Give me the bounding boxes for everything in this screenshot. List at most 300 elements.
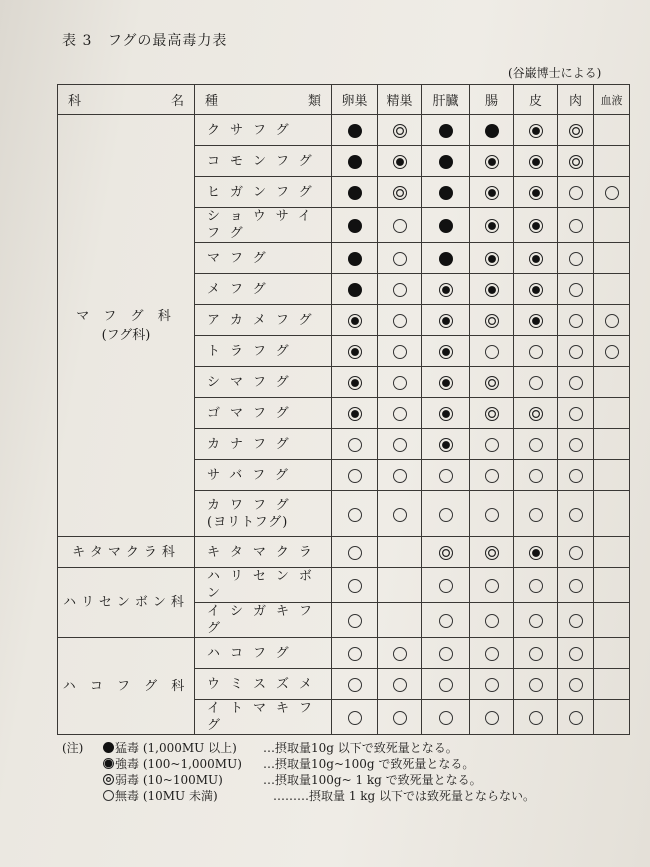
toxicity-cell	[514, 208, 558, 243]
toxicity-cell	[594, 177, 630, 208]
toxicity-cell	[558, 115, 594, 146]
open-circle-icon	[569, 438, 583, 452]
open-circle-icon	[569, 469, 583, 483]
toxicity-cell	[594, 115, 630, 146]
species-cell	[195, 491, 332, 537]
species-name: ゴマフグ	[207, 405, 299, 421]
legend-note: (注)	[62, 741, 84, 755]
dotted-circle-icon	[529, 252, 543, 266]
open-circle-icon	[569, 614, 583, 628]
table-row	[58, 638, 630, 669]
species-cell	[195, 669, 332, 700]
open-circle-icon	[605, 345, 619, 359]
family-name: キタマクラ科	[72, 544, 180, 560]
open-circle-icon	[529, 508, 543, 522]
toxicity-cell	[332, 398, 378, 429]
open-circle-icon	[569, 407, 583, 421]
open-circle-icon	[485, 711, 499, 725]
toxicity-cell	[378, 429, 422, 460]
toxicity-cell	[378, 177, 422, 208]
double-circle-icon	[485, 314, 499, 328]
toxicity-cell	[470, 460, 514, 491]
toxicity-cell	[514, 115, 558, 146]
toxicity-cell	[422, 669, 470, 700]
filled-circle-icon	[439, 219, 453, 233]
toxicity-cell	[332, 367, 378, 398]
toxicity-cell	[378, 115, 422, 146]
family-cell	[58, 638, 195, 735]
toxicity-cell	[378, 669, 422, 700]
toxicity-table	[57, 84, 630, 735]
toxicity-cell	[470, 491, 514, 537]
open-circle-icon	[569, 314, 583, 328]
toxicity-cell	[378, 638, 422, 669]
dotted-circle-icon	[485, 186, 499, 200]
double-circle-icon	[485, 376, 499, 390]
toxicity-cell	[558, 429, 594, 460]
open-circle-icon	[529, 647, 543, 661]
dotted-circle-icon	[393, 155, 407, 169]
table-number: 表 3	[62, 33, 93, 49]
open-circle-icon	[393, 219, 407, 233]
open-circle-icon	[393, 314, 407, 328]
dotted-circle-icon	[529, 283, 543, 297]
toxicity-cell	[470, 669, 514, 700]
header-row	[58, 85, 630, 115]
open-circle-icon	[485, 438, 499, 452]
open-circle-icon	[569, 647, 583, 661]
open-circle-icon	[439, 711, 453, 725]
toxicity-cell	[558, 208, 594, 243]
toxicity-cell	[514, 537, 558, 568]
toxicity-cell	[332, 336, 378, 367]
toxicity-cell	[514, 305, 558, 336]
toxicity-cell	[514, 700, 558, 735]
open-circle-icon	[393, 647, 407, 661]
open-circle-icon	[485, 579, 499, 593]
toxicity-cell	[332, 603, 378, 638]
header-species	[195, 85, 332, 115]
toxicity-cell	[558, 700, 594, 735]
open-circle-icon	[348, 711, 362, 725]
filled-circle-icon	[103, 742, 114, 753]
open-circle-icon	[569, 579, 583, 593]
toxicity-cell	[332, 243, 378, 274]
header-intestine: 腸	[470, 85, 514, 115]
toxicity-cell	[422, 274, 470, 305]
toxicity-cell	[514, 146, 558, 177]
open-circle-icon	[569, 508, 583, 522]
table-row	[58, 115, 630, 146]
toxicity-cell	[332, 460, 378, 491]
toxicity-cell	[470, 398, 514, 429]
double-circle-icon	[393, 186, 407, 200]
toxicity-cell	[470, 243, 514, 274]
toxicity-cell	[470, 208, 514, 243]
open-circle-icon	[393, 438, 407, 452]
open-circle-icon	[393, 711, 407, 725]
header-muscle: 肉	[558, 85, 594, 115]
toxicity-cell	[470, 305, 514, 336]
open-circle-icon	[529, 711, 543, 725]
open-circle-icon	[393, 407, 407, 421]
header-species-char-1: 種	[205, 94, 219, 109]
toxicity-cell	[332, 177, 378, 208]
dotted-circle-icon	[439, 314, 453, 328]
toxicity-cell	[594, 603, 630, 638]
toxicity-cell	[422, 429, 470, 460]
toxicity-cell	[470, 367, 514, 398]
family-cell	[58, 568, 195, 638]
toxicity-cell	[558, 568, 594, 603]
legend-description: ………摂取量 1 kg 以下では致死量とならない。	[273, 789, 536, 803]
table-body	[58, 115, 630, 735]
filled-circle-icon	[348, 124, 362, 138]
toxicity-cell	[470, 274, 514, 305]
toxicity-cell	[558, 336, 594, 367]
dotted-circle-icon	[529, 186, 543, 200]
open-circle-icon	[348, 508, 362, 522]
toxicity-cell	[378, 243, 422, 274]
dotted-circle-icon	[529, 546, 543, 560]
species-name: シマフグ	[207, 374, 299, 390]
toxicity-cell	[378, 537, 422, 568]
toxicity-cell	[378, 460, 422, 491]
toxicity-cell	[514, 603, 558, 638]
header-ovary: 卵巣	[332, 85, 378, 115]
toxicity-cell	[594, 568, 630, 603]
legend-label: 弱毒 (10~100MU)	[115, 773, 223, 787]
species-cell	[195, 638, 332, 669]
species-name: クサフグ	[207, 122, 299, 138]
toxicity-cell	[332, 305, 378, 336]
toxicity-cell	[378, 367, 422, 398]
toxicity-cell	[422, 208, 470, 243]
open-circle-icon	[439, 508, 453, 522]
toxicity-cell	[594, 638, 630, 669]
toxicity-cell	[332, 638, 378, 669]
toxicity-cell	[422, 568, 470, 603]
toxicity-cell	[332, 568, 378, 603]
toxicity-cell	[514, 274, 558, 305]
family-name: ハリセンボン科	[63, 595, 189, 610]
toxicity-cell	[332, 274, 378, 305]
toxicity-cell	[422, 398, 470, 429]
toxicity-cell	[470, 568, 514, 603]
filled-circle-icon	[439, 186, 453, 200]
dotted-circle-icon	[485, 252, 499, 266]
toxicity-cell	[470, 115, 514, 146]
double-circle-icon	[485, 546, 499, 560]
toxicity-cell	[332, 669, 378, 700]
species-name: メフグ	[207, 281, 276, 297]
double-circle-icon	[569, 155, 583, 169]
open-circle-icon	[569, 219, 583, 233]
double-circle-icon	[393, 124, 407, 138]
species-cell	[195, 367, 332, 398]
dotted-circle-icon	[485, 283, 499, 297]
species-cell	[195, 537, 332, 568]
species-cell	[195, 460, 332, 491]
open-circle-icon	[393, 678, 407, 692]
toxicity-cell	[594, 700, 630, 735]
double-circle-icon	[103, 774, 114, 785]
open-circle-icon	[569, 678, 583, 692]
header-species-char-2: 類	[307, 94, 321, 109]
toxicity-cell	[558, 367, 594, 398]
toxicity-cell	[558, 460, 594, 491]
open-circle-icon	[529, 579, 543, 593]
dotted-circle-icon	[439, 438, 453, 452]
toxicity-cell	[558, 491, 594, 537]
toxicity-cell	[594, 367, 630, 398]
source-credit: (谷巌博士による)	[508, 66, 602, 80]
toxicity-cell	[378, 305, 422, 336]
toxicity-cell	[594, 669, 630, 700]
header-family-char-1: 科	[68, 94, 82, 109]
toxicity-cell	[594, 398, 630, 429]
species-cell	[195, 208, 332, 243]
toxicity-cell	[558, 537, 594, 568]
species-cell	[195, 305, 332, 336]
legend-item-weak	[103, 772, 482, 788]
toxicity-cell	[422, 537, 470, 568]
toxicity-cell	[558, 669, 594, 700]
species-cell	[195, 274, 332, 305]
dotted-circle-icon	[439, 283, 453, 297]
toxicity-cell	[470, 429, 514, 460]
open-circle-icon	[348, 647, 362, 661]
toxicity-cell	[594, 274, 630, 305]
species-cell	[195, 243, 332, 274]
toxicity-cell	[558, 243, 594, 274]
dotted-circle-icon	[485, 155, 499, 169]
double-circle-icon	[529, 407, 543, 421]
toxicity-cell	[422, 638, 470, 669]
species-name: イシガキフグ	[207, 604, 323, 636]
open-circle-icon	[439, 678, 453, 692]
open-circle-icon	[485, 678, 499, 692]
dotted-circle-icon	[529, 155, 543, 169]
legend-description: …摂取量100g~ 1 kg で致死量となる。	[263, 773, 482, 787]
species-cell	[195, 568, 332, 603]
toxicity-cell	[514, 568, 558, 603]
toxicity-cell	[558, 638, 594, 669]
open-circle-icon	[393, 252, 407, 266]
toxicity-cell	[558, 146, 594, 177]
species-cell	[195, 146, 332, 177]
open-circle-icon	[569, 186, 583, 200]
toxicity-cell	[594, 208, 630, 243]
open-circle-icon	[439, 647, 453, 661]
toxicity-cell	[422, 177, 470, 208]
toxicity-cell	[332, 208, 378, 243]
table-row	[58, 568, 630, 603]
open-circle-icon	[569, 283, 583, 297]
open-circle-icon	[439, 614, 453, 628]
species-name: ウミスズメ	[207, 676, 323, 692]
toxicity-cell	[470, 638, 514, 669]
dotted-circle-icon	[348, 376, 362, 390]
toxicity-cell	[422, 700, 470, 735]
filled-circle-icon	[439, 252, 453, 266]
double-circle-icon	[485, 407, 499, 421]
legend-label: 無毒 (10MU 未満)	[115, 789, 218, 803]
species-name: キタマクラ	[207, 544, 322, 560]
dotted-circle-icon	[485, 219, 499, 233]
toxicity-cell	[594, 243, 630, 274]
table-row	[58, 537, 630, 568]
open-circle-icon	[103, 790, 114, 801]
toxicity-cell	[558, 398, 594, 429]
filled-circle-icon	[348, 186, 362, 200]
dotted-circle-icon	[529, 124, 543, 138]
toxicity-cell	[422, 336, 470, 367]
dotted-circle-icon	[529, 219, 543, 233]
toxicity-cell	[594, 537, 630, 568]
filled-circle-icon	[348, 252, 362, 266]
open-circle-icon	[348, 438, 362, 452]
open-circle-icon	[393, 508, 407, 522]
open-circle-icon	[485, 508, 499, 522]
open-circle-icon	[348, 614, 362, 628]
species-cell	[195, 177, 332, 208]
toxicity-cell	[514, 638, 558, 669]
open-circle-icon	[348, 579, 362, 593]
toxicity-cell	[470, 603, 514, 638]
species-name: アカメフグ	[207, 312, 322, 328]
toxicity-cell	[594, 146, 630, 177]
family-name: ハ コ フ グ 科	[62, 678, 190, 694]
species-cell	[195, 398, 332, 429]
open-circle-icon	[393, 345, 407, 359]
species-cell	[195, 336, 332, 367]
open-circle-icon	[569, 546, 583, 560]
toxicity-cell	[558, 274, 594, 305]
toxicity-cell	[594, 491, 630, 537]
toxicity-cell	[422, 367, 470, 398]
open-circle-icon	[569, 252, 583, 266]
header-skin: 皮	[514, 85, 558, 115]
species-name: マフグ	[207, 250, 276, 266]
toxicity-cell	[378, 603, 422, 638]
toxicity-cell	[470, 537, 514, 568]
open-circle-icon	[529, 345, 543, 359]
family-name: マ フ グ 科	[76, 308, 176, 324]
dotted-circle-icon	[439, 376, 453, 390]
toxicity-cell	[332, 115, 378, 146]
legend-label: 強毒 (100~1,000MU)	[115, 757, 242, 771]
species-cell	[195, 429, 332, 460]
toxicity-cell	[594, 336, 630, 367]
filled-circle-icon	[348, 155, 362, 169]
open-circle-icon	[348, 469, 362, 483]
legend-item-lethal	[103, 740, 458, 756]
species-name: ハリセンボン	[207, 569, 322, 601]
open-circle-icon	[569, 376, 583, 390]
open-circle-icon	[529, 376, 543, 390]
table-title: フグの最高毒力表	[107, 33, 228, 49]
toxicity-cell	[470, 336, 514, 367]
toxicity-cell	[332, 146, 378, 177]
toxicity-cell	[422, 460, 470, 491]
toxicity-cell	[378, 491, 422, 537]
species-name: カワフグ	[207, 497, 299, 513]
toxicity-cell	[332, 491, 378, 537]
filled-circle-icon	[348, 283, 362, 297]
toxicity-cell	[422, 146, 470, 177]
toxicity-cell	[594, 429, 630, 460]
toxicity-cell	[594, 305, 630, 336]
table-caption	[62, 30, 227, 50]
toxicity-cell	[514, 429, 558, 460]
toxicity-cell	[378, 274, 422, 305]
species-cell	[195, 700, 332, 735]
toxicity-cell	[470, 700, 514, 735]
open-circle-icon	[569, 345, 583, 359]
toxicity-cell	[558, 305, 594, 336]
legend-label: 猛毒 (1,000MU 以上)	[115, 741, 237, 755]
toxicity-cell	[558, 603, 594, 638]
open-circle-icon	[439, 469, 453, 483]
dotted-circle-icon	[348, 345, 362, 359]
toxicity-cell	[378, 146, 422, 177]
open-circle-icon	[439, 579, 453, 593]
dotted-circle-icon	[348, 407, 362, 421]
header-liver: 肝臓	[422, 85, 470, 115]
species-name: ヒガンフグ	[207, 184, 322, 200]
toxicity-cell	[332, 429, 378, 460]
toxicity-cell	[422, 115, 470, 146]
legend-description: …摂取量10g~100g で致死量となる。	[263, 757, 475, 771]
family-cell	[58, 115, 195, 537]
open-circle-icon	[605, 314, 619, 328]
toxicity-cell	[332, 537, 378, 568]
species-name: イトマキフグ	[207, 701, 323, 733]
header-blood: 血液	[594, 85, 630, 115]
toxicity-cell	[470, 177, 514, 208]
filled-circle-icon	[439, 124, 453, 138]
toxicity-cell	[378, 700, 422, 735]
open-circle-icon	[605, 186, 619, 200]
legend-item-nontoxic	[103, 788, 536, 804]
open-circle-icon	[529, 438, 543, 452]
species-cell	[195, 603, 332, 638]
filled-circle-icon	[439, 155, 453, 169]
header-family	[58, 85, 195, 115]
open-circle-icon	[393, 283, 407, 297]
dotted-circle-icon	[529, 314, 543, 328]
filled-circle-icon	[485, 124, 499, 138]
toxicity-cell	[422, 603, 470, 638]
toxicity-cell	[422, 243, 470, 274]
species-cell	[195, 115, 332, 146]
open-circle-icon	[348, 678, 362, 692]
filled-circle-icon	[348, 219, 362, 233]
family-alt-name: (フグ科)	[101, 327, 151, 343]
open-circle-icon	[485, 345, 499, 359]
toxicity-cell	[514, 367, 558, 398]
species-name: カナフグ	[207, 436, 299, 452]
toxicity-cell	[514, 491, 558, 537]
toxicity-cell	[378, 336, 422, 367]
species-name: トラフグ	[207, 343, 299, 359]
toxicity-cell	[558, 177, 594, 208]
species-name: ショウサイフグ	[207, 209, 321, 241]
open-circle-icon	[393, 376, 407, 390]
open-circle-icon	[529, 614, 543, 628]
species-name: サバフグ	[207, 467, 298, 483]
